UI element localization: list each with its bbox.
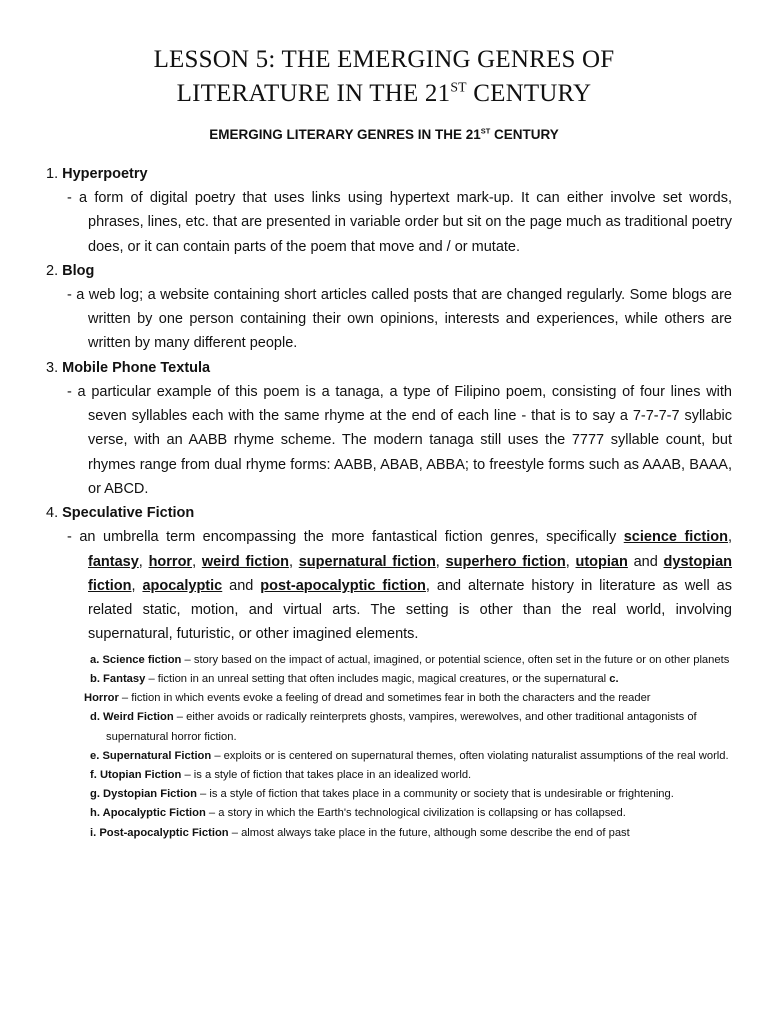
genre-item-speculative-fiction [46, 501, 732, 843]
description-outro: , and alternate history in literature as well as related static, motion, and virtual arts. The setting is other than the real world, involving supernatural, futuristic, or other imagined elements. [88, 577, 732, 643]
subgenre-label: a. Science fiction [90, 653, 182, 666]
subgenre-label: i. Post-apocalyptic Fiction [90, 826, 229, 839]
item-label: Speculative Fiction [62, 505, 195, 522]
genre-term-link: post-apocalyptic fiction [260, 577, 426, 594]
subgenre-item [90, 747, 732, 766]
subgenre-item [90, 804, 732, 823]
subgenre-list [46, 651, 732, 843]
item-description: - a web log; a website containing short articles called posts that are changed regularly. Some blogs are written by one person containing their own opinions, interests and experiences, while others are written by many different people. [67, 286, 732, 352]
term-separator: , [565, 553, 576, 570]
title-text-end: CENTURY [466, 80, 592, 107]
subgenre-definition: – exploits or is centered on supernatural themes, often violating naturalist assumptions of the real world. [211, 749, 729, 762]
subgenre-label: Horror [84, 692, 119, 705]
title-text: LITERATURE IN THE 21 [176, 80, 451, 107]
genre-term-link: horror [148, 553, 193, 570]
item-description: - a form of digital poetry that uses links using hypertext mark-up. It can either involve set words, phrases, lines, etc. that are presented in variable order but sit on the page much as traditional poetry does, or it can contain parts of the poem that move and / or mutate. [67, 190, 733, 255]
subgenre-label: c. [606, 672, 619, 685]
subgenre-definition: – is a style of fiction that takes place in an idealized world. [181, 768, 472, 781]
subgenre-item [90, 651, 732, 670]
subgenre-label: e. Supernatural Fiction [90, 749, 212, 762]
subgenre-label: h. Apocalyptic Fiction [90, 807, 206, 820]
title-superscript: ST [450, 79, 467, 95]
term-separator: , [131, 577, 143, 594]
item-number: 1. [46, 166, 59, 182]
section-subtitle [0, 127, 768, 142]
subgenre-item [84, 689, 732, 708]
subgenre-item [90, 766, 732, 785]
subgenre-definition: – fiction in which events evoke a feeling of dread and sometimes fear in both the characters and the reader [118, 692, 651, 705]
subtitle-text: EMERGING LITERARY GENRES IN THE 21 [209, 127, 481, 142]
genre-term-link: apocalyptic [142, 577, 223, 594]
genre-term-link: science fiction [623, 529, 728, 546]
term-separator: , [192, 553, 202, 570]
item-label: Blog [62, 262, 95, 279]
subgenre-label: b. Fantasy [90, 672, 146, 685]
subgenre-definition: – either avoids or radically reinterprets ghosts, vampires, werewolves, and other traditional antagonists of supernatural horror fiction. [106, 711, 697, 743]
term-separator: and [222, 577, 261, 594]
term-separator: , [288, 553, 299, 570]
genre-term-link: dystopian fiction [88, 553, 733, 594]
item-label: Hyperpoetry [62, 166, 148, 182]
item-number: 4. [46, 505, 59, 522]
subtitle-text-end: CENTURY [490, 127, 559, 142]
subgenre-label: f. Utopian Fiction [90, 768, 182, 781]
subgenre-label: d. Weird Fiction [90, 711, 174, 724]
subgenre-label: g. Dystopian Fiction [90, 788, 197, 801]
term-separator: , [138, 553, 149, 570]
subgenre-item [90, 824, 732, 843]
lesson-title-line-2 [0, 80, 768, 108]
item-description [46, 525, 732, 646]
lesson-title-line-1: LESSON 5: THE EMERGING GENRES OF [153, 46, 615, 73]
genre-item-mobile-phone-textula [46, 356, 732, 501]
genre-term-link: weird fiction [201, 553, 289, 570]
genre-item-blog [46, 259, 732, 356]
item-description: - a particular example of this poem is a tanaga, a type of Filipino poem, consisting of four lines with seven syllables each with the same rhyme at the end of each line - that is to say a 7-7-7-7 syllabic verse, with an AABB rhyme scheme. The modern tanaga still uses the 7777 syllable count, but rhymes range from dual rhyme forms: AABB, ABAB, ABBA; to freestyle forms such as AAAB, BAAA, or ABCD. [67, 383, 732, 497]
item-number: 3. [46, 359, 59, 376]
term-separator: , [727, 529, 732, 546]
subtitle-superscript: ST [480, 126, 491, 136]
item-label: Mobile Phone Textula [62, 359, 211, 376]
subgenre-item [90, 670, 732, 689]
subgenre-definition: – almost always take place in the future, although some describe the end of past [228, 826, 630, 839]
genre-term-link: superhero fiction [445, 553, 566, 570]
subgenre-definition: – a story in which the Earth's technological civilization is collapsing or has collapsed. [205, 807, 626, 820]
genre-item-hyperpoetry [46, 162, 732, 259]
term-separator: , [435, 553, 446, 570]
item-number: 2. [46, 262, 59, 279]
subgenre-definition: – fiction in an unreal setting that often includes magic, magical creatures, or the supernatural [145, 672, 607, 685]
genre-term-link: utopian [575, 553, 628, 570]
subgenre-definition: – is a style of fiction that takes place in a community or society that is undesirable or frightening. [196, 788, 674, 801]
subgenre-definition: – story based on the impact of actual, imagined, or potential science, often set in the future or on other planets [181, 653, 730, 666]
genre-term-link: supernatural fiction [298, 553, 436, 570]
subgenre-item [90, 785, 732, 804]
description-intro: - an umbrella term encompassing the more fantastical fiction genres, specifically [67, 529, 617, 546]
genre-term-link: fantasy [88, 553, 139, 570]
term-separator: and [627, 553, 664, 570]
genre-list [46, 162, 732, 843]
subgenre-item [90, 708, 732, 746]
